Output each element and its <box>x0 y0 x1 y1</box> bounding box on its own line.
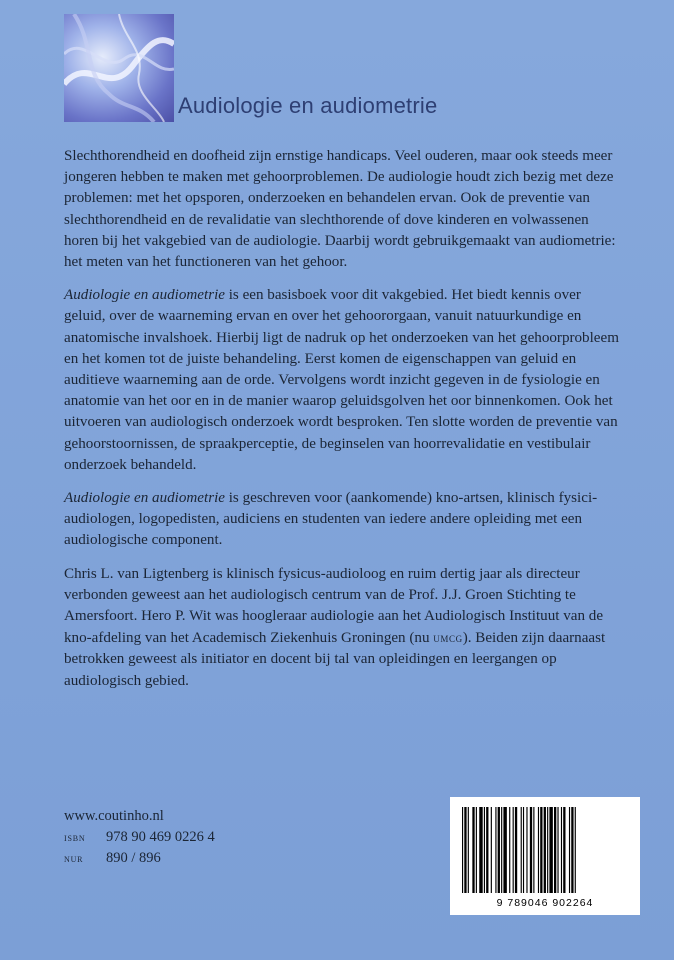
barcode-bar <box>533 807 534 893</box>
barcode-bar <box>515 807 517 893</box>
nur-row <box>64 848 364 869</box>
barcode-bar <box>513 807 514 893</box>
barcode-bar <box>503 807 506 893</box>
barcode-bar <box>476 807 477 893</box>
barcode-bar <box>547 807 548 893</box>
paragraph-authors-text-a: Chris L. van Ligtenberg is klinisch fysicus-audioloog en ruim dertig jaar als directeur verbonden geweest aan het audiologisch centrum van de Prof. J.J. Groen Stichting te Amersfoort. Hero P. Wit was hoogleraar audiologie aan het Audiologisch Instituut van de kno-afdeling van het Academisch Ziekenhuis Groningen (nu <box>64 565 604 647</box>
isbn-label: isbn <box>64 830 86 844</box>
barcode-bar <box>523 807 524 893</box>
barcode-bar <box>491 807 492 893</box>
nur-value: 890 / 896 <box>106 850 161 866</box>
barcode-bar <box>569 807 570 893</box>
paragraph-authors-text-b: ). Beiden zijn daarnaast betrokken geweest als initiator en docent bij tal van opleidingen en leergangen op audiologisch gebied. <box>64 630 606 689</box>
barcode-bar <box>571 807 573 893</box>
barcode-bar <box>530 807 532 893</box>
isbn-row <box>64 827 364 848</box>
paragraph-content-text: is een basisboek voor dit vakgebied. Het biedt kennis over geluid, over de waarneming ervan en over het gehoororgaan, vanuit natuurkundige en anatomische invalshoek. Hierbij ligt de nadruk op het onderzoeken van het gehoorprobleem en het komen tot de juiste behandeling. Eerst komen de eigenschappen van geluid en auditieve waarneming aan de orde. Vervolgens wordt inzicht gegeven in de fysiologie en anatomie van het oor en in de manier waarop geluidsgolven het oor binnenkomen. Ook het uitvoeren van audiologisch onderzoek wordt besproken. Ten slotte worden de preventie van gehoorstoornissen, de spraakperceptie, de beginselen van hoorrevalidatie en vestibulair onderzoek behandeld. <box>64 287 619 473</box>
barcode-bar <box>544 807 546 893</box>
umcg-abbreviation: umcg <box>433 630 463 646</box>
website-link: www.coutinho.nl <box>64 808 164 824</box>
cover-artwork-image <box>64 14 174 122</box>
barcode-bar <box>540 807 542 893</box>
paragraph-intro: Slechthorendheid en doofheid zijn ernstige handicaps. Veel ouderen, maar ook steeds meer jongeren hebben te maken met gehoorproblemen. De audiologie houdt zich bezig met deze problemen: met het opsporen, onderzoeken en behandelen ervan. Ook de preventie van slechthorendheid en de revalidatie van slechthorende of dove kinderen en volwassenen horen bij het vakgebied van de audiologie. Daarbij wordt gebruikgemaakt van audiometrie: het meten van het functioneren van het gehoor. <box>64 148 616 271</box>
barcode-bar <box>472 807 474 893</box>
barcode-bar <box>561 807 562 893</box>
barcode-bar <box>563 807 565 893</box>
barcode-bar <box>575 807 576 893</box>
website-row <box>64 806 364 827</box>
barcode <box>450 797 640 915</box>
barcode-number: 9 789046 902264 <box>496 897 594 909</box>
publication-info <box>64 806 364 869</box>
paragraph-content <box>64 285 624 476</box>
isbn-value: 978 90 469 0226 4 <box>106 829 215 845</box>
barcode-bar <box>479 807 482 893</box>
barcode-bar <box>501 807 502 893</box>
book-title: Audiologie en audiometrie <box>178 93 438 118</box>
barcode-bar <box>486 807 488 893</box>
book-title-italic: Audiologie en audiometrie <box>64 490 225 507</box>
barcode-bar <box>538 807 539 893</box>
barcode-bar <box>498 807 500 893</box>
barcode-bar <box>462 807 463 893</box>
paragraph-authors <box>64 564 624 692</box>
barcode-bar <box>509 807 510 893</box>
barcode-bar <box>484 807 485 893</box>
barcode-bar <box>495 807 496 893</box>
description-text <box>64 146 624 704</box>
barcode-bar <box>468 807 469 893</box>
nur-label: nur <box>64 851 84 865</box>
book-title-italic: Audiologie en audiometrie <box>64 287 225 304</box>
barcode-bar <box>557 807 558 893</box>
barcode-bar <box>521 807 522 893</box>
paragraph-audience-text: is geschreven voor (aankomende) kno-artsen, klinisch fysici-audiologen, logopedisten, audiciens en studenten van iedere andere opleiding met een audiologische component. <box>64 490 598 549</box>
barcode-bar <box>464 807 466 893</box>
barcode-bar <box>549 807 552 893</box>
barcode-bar <box>554 807 556 893</box>
paragraph-audience <box>64 488 624 552</box>
barcode-bars <box>460 807 630 893</box>
barcode-bar <box>526 807 527 893</box>
